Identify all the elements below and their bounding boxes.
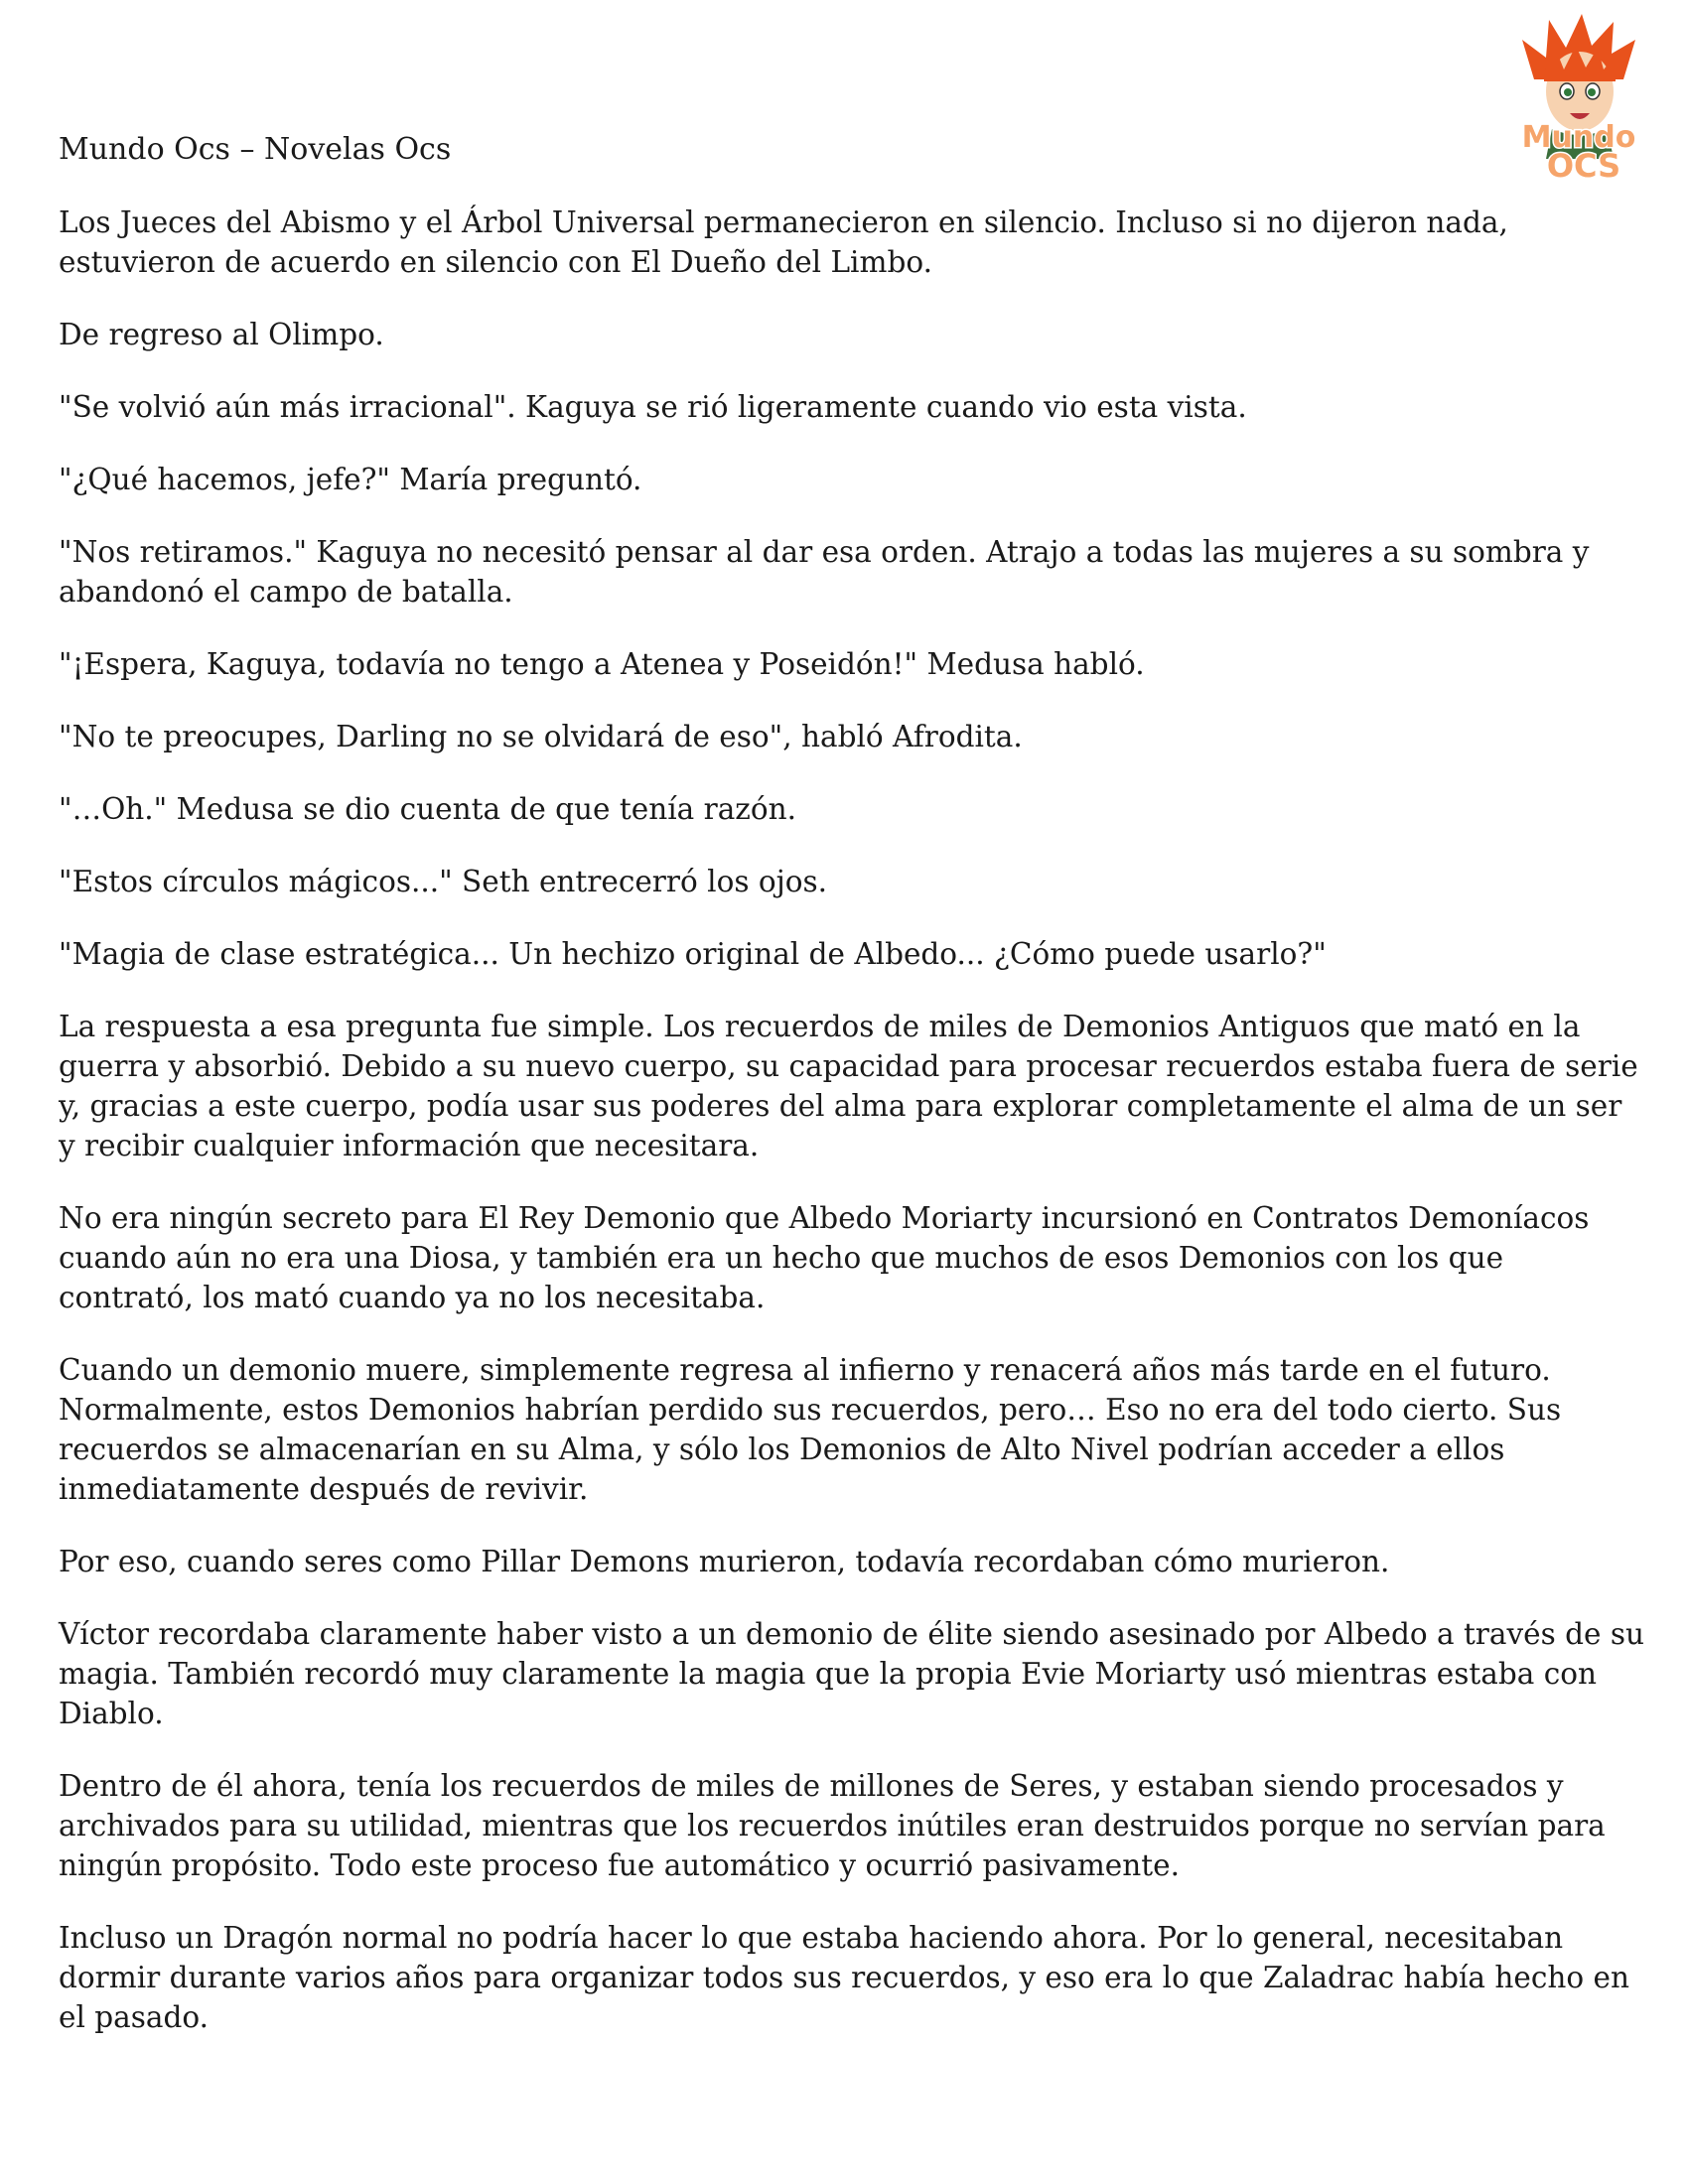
paragraph: "Nos retiramos." Kaguya no necesitó pensar al dar esa orden. Atrajo a todas las mujeres a su sombra y abandonó el campo de batalla. <box>59 535 1590 609</box>
paragraph: "No te preocupes, Darling no se olvidará de eso", habló Afrodita. <box>59 720 1023 753</box>
paragraph: "Estos círculos mágicos..." Seth entrecerró los ojos. <box>59 865 828 898</box>
document-body <box>59 203 1647 2070</box>
mundo-ocs-logo <box>1494 10 1663 184</box>
anime-character-logo-icon <box>1494 10 1663 184</box>
logo-text-bottom: OCS <box>1546 147 1621 184</box>
paragraph: "¿Qué hacemos, jefe?" María preguntó. <box>59 463 642 496</box>
paragraph: "Magia de clase estratégica... Un hechizo original de Albedo... ¿Cómo puede usarlo?" <box>59 937 1327 971</box>
paragraph: Por eso, cuando seres como Pillar Demons murieron, todavía recordaban cómo murieron. <box>59 1545 1390 1578</box>
paragraph: No era ningún secreto para El Rey Demonio que Albedo Moriarty incursionó en Contratos Demoníacos cuando aún no era una Diosa, y también era un hecho que muchos de esos Demonios con los que contrató, los mató cuando ya no los necesitaba. <box>59 1201 1590 1314</box>
paragraph: Los Jueces del Abismo y el Árbol Universal permanecieron en silencio. Incluso si no dijeron nada, estuvieron de acuerdo en silencio con El Dueño del Limbo. <box>59 205 1508 279</box>
paragraph: De regreso al Olimpo. <box>59 318 384 351</box>
page-title: Mundo Ocs – Novelas Ocs <box>59 132 452 167</box>
paragraph: "Se volvió aún más irracional". Kaguya se rió ligeramente cuando vio esta vista. <box>59 390 1247 424</box>
paragraph: "¡Espera, Kaguya, todavía no tengo a Atenea y Poseidón!" Medusa habló. <box>59 647 1145 681</box>
paragraph: Incluso un Dragón normal no podría hacer lo que estaba haciendo ahora. Por lo general, necesitaban dormir durante varios años para organizar todos sus recuerdos, y eso era lo que Zaladrac había hecho en el pasado. <box>59 1921 1629 2034</box>
paragraph: Dentro de él ahora, tenía los recuerdos de miles de millones de Seres, y estaban siendo procesados y archivados para su utilidad, mientras que los recuerdos inútiles eran destruidos porque no servían para ningún propósito. Todo este proceso fue automático y ocurrió pasivamente. <box>59 1769 1606 1882</box>
logo-text-top: Mundo <box>1521 120 1636 155</box>
paragraph: Cuando un demonio muere, simplemente regresa al infierno y renacerá años más tarde en el futuro. Normalmente, estos Demonios habrían perdido sus recuerdos, pero… Eso no era del todo cierto. Sus recuerdos se almacenarían en su Alma, y sólo los Demonios de Alto Nivel podrían acceder a ellos inmediatamente después de revivir. <box>59 1353 1562 1506</box>
paragraph: La respuesta a esa pregunta fue simple. Los recuerdos de miles de Demonios Antiguos que mató en la guerra y absorbió. Debido a su nuevo cuerpo, su capacidad para procesar recuerdos estaba fuera de serie y, gracias a este cuerpo, podía usar sus poderes del alma para explorar completamente el alma de un ser y recibir cualquier información que necesitara. <box>59 1010 1638 1162</box>
paragraph: "…Oh." Medusa se dio cuenta de que tenía razón. <box>59 792 796 826</box>
paragraph: Víctor recordaba claramente haber visto a un demonio de élite siendo asesinado por Albedo a través de su magia. También recordó muy claramente la magia que la propia Evie Moriarty usó mientras estaba con Diablo. <box>59 1617 1644 1730</box>
